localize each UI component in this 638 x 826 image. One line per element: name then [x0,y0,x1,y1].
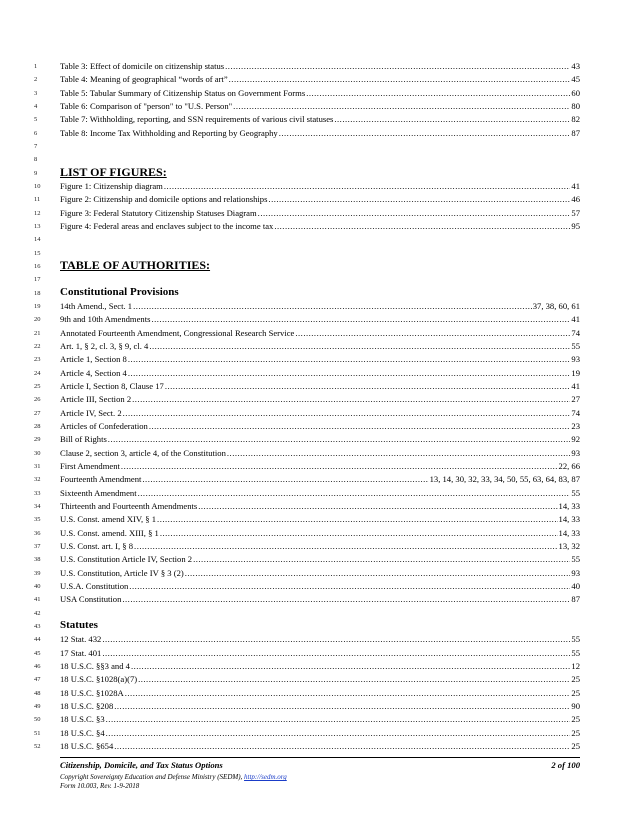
line-number: 50 [34,716,41,724]
footer-copyright [60,773,287,782]
dot-leader [131,661,570,672]
toc-entry-title: 18 U.S.C. §654 [60,740,114,751]
toc-entry[interactable] [60,354,580,365]
toc-entry-title: Table 7: Withholding, reporting, and SSN requirements of various civil statuses [60,114,334,125]
toc-entry-title: 18 U.S.C. §3 [60,714,105,725]
toc-entry[interactable] [60,488,580,499]
line-number: 36 [34,529,41,537]
toc-entry-title: 17 Stat. 401 [60,647,102,658]
toc-entry-page: 45 [571,74,580,85]
line-number: 39 [34,569,41,577]
line-number: 13 [34,222,41,230]
toc-entry-title: Figure 2: Citizenship and domicile options and relationships [60,194,268,205]
toc-entry-page: 92 [571,434,580,445]
dot-leader [134,541,557,552]
toc-entry[interactable] [60,528,580,539]
line-number: 29 [34,436,41,444]
toc-entry-title: 18 U.S.C. §208 [60,700,114,711]
line-number: 28 [34,422,41,430]
line-number: 23 [34,356,41,364]
dot-leader [165,381,571,392]
dot-leader [114,701,570,712]
toc-entry-page: 74 [571,327,580,338]
line-number: 6 [34,129,38,137]
toc-entry-title: Thirteenth and Fourteenth Amendments [60,500,198,511]
toc-entry-page: 41 [571,314,580,325]
toc-entry-title: 18 U.S.C. §1028(a)(7) [60,674,138,685]
dot-leader [128,368,571,379]
toc-entry-page: 43 [571,61,580,71]
line-number: 26 [34,396,41,404]
toc-entry[interactable] [60,701,580,712]
toc-entry[interactable] [60,394,580,405]
toc-entry-page: 25 [571,740,580,751]
toc-entry[interactable] [60,61,580,72]
dot-leader [114,741,570,752]
toc-entry-page: 41 [571,180,580,191]
toc-entry-page: 25 [571,687,580,698]
toc-entry[interactable] [60,741,580,752]
toc-entry-title: U.S. Constitution, Article IV § 3 (2) [60,567,184,578]
toc-entry-title: Articles of Confederation [60,420,148,431]
line-number: 9 [34,169,38,177]
toc-entry-page: 55 [571,647,580,658]
line-number: 42 [34,609,41,617]
toc-entry[interactable] [60,448,580,459]
dot-leader [198,501,557,512]
footer-title-bar [60,760,580,771]
dot-leader [125,688,571,699]
line-number: 25 [34,382,41,390]
toc-entry-page: 55 [571,554,580,565]
toc-entry[interactable] [60,474,580,485]
toc-entry[interactable] [60,194,580,205]
dot-leader [102,648,570,659]
section-heading: LIST OF FIGURES: [60,164,167,179]
toc-entry-title: Article I, Section 8, Clause 17 [60,380,164,391]
dot-leader [225,61,570,72]
toc-entry-page: 41 [571,380,580,391]
line-number: 48 [34,689,41,697]
toc-entry[interactable] [60,88,580,99]
toc-entry[interactable] [60,341,580,352]
toc-entry-title: Table 8: Income Tax Withholding and Reporting by Geography [60,127,278,138]
toc-entry-title: First Amendment [60,460,120,471]
toc-entry[interactable] [60,221,580,232]
toc-entry-title: Figure 3: Federal Statutory Citizenship Statuses Diagram [60,207,257,218]
dot-leader [229,74,571,85]
footer-rule [60,757,580,758]
toc-entry[interactable] [60,594,580,605]
line-number: 49 [34,702,41,710]
dot-leader [151,314,570,325]
line-number: 18 [34,289,41,297]
dot-leader [185,568,571,579]
subsection-heading: Statutes [60,618,98,631]
dot-leader [306,88,570,99]
toc-entry-title: U.S.A. Constitution [60,580,129,591]
line-number: 7 [34,142,38,150]
toc-entry-title: 18 U.S.C. §4 [60,727,105,738]
toc-entry-title: U.S. Const. amend. XIII, § 1 [60,527,159,538]
toc-entry-page: 80 [571,100,580,111]
toc-entry[interactable] [60,688,580,699]
toc-entry-page: 82 [571,114,580,125]
toc-entry-title: 14th Amend., Sect. 1 [60,300,133,311]
toc-entry[interactable] [60,208,580,219]
line-number: 44 [34,636,41,644]
toc-entry-page: 25 [571,714,580,725]
toc-entry-title: Table 6: Comparison of "person" to "U.S. Person" [60,100,233,111]
toc-entry-title: Sixteenth Amendment [60,487,137,498]
toc-entry-page: 25 [571,674,580,685]
toc-entry-title: U.S. Const. amend XIV, § 1 [60,514,157,525]
toc-entry-title: Article 4, Section 4 [60,367,127,378]
line-number: 31 [34,462,41,470]
toc-entry-page: 12 [571,660,580,671]
dot-leader [164,181,571,192]
toc-entry-title: USA Constitution [60,594,122,605]
line-number: 11 [34,196,41,204]
toc-entry-title: U.S. Constitution Article IV, Section 2 [60,554,193,565]
toc-entry[interactable] [60,568,580,579]
dot-leader [157,514,557,525]
toc-entry-page: 13, 14, 30, 32, 33, 34, 50, 55, 63, 64, 83, 87 [429,474,580,485]
dot-leader [268,194,570,205]
toc-entry[interactable] [60,434,580,445]
toc-entry-title: 18 U.S.C. §§3 and 4 [60,660,130,671]
toc-entry[interactable] [60,381,580,392]
toc-entry-title: Article 1, Section 8 [60,354,127,365]
line-number: 24 [34,369,41,377]
dot-leader [123,408,571,419]
line-number: 35 [34,516,41,524]
toc-entry-title: Art. 1, § 2, cl. 3, § 9, cl. 4 [60,340,149,351]
toc-entry-title: Fourteenth Amendment [60,474,142,485]
line-number: 21 [34,329,41,337]
toc-entry-page: 13, 32 [558,540,580,551]
dot-leader [334,114,570,125]
footer-form-number: Form 10.003, Rev. 1-9-2018 [60,782,140,790]
toc-entry-page: 46 [571,194,580,205]
toc-entry[interactable] [60,461,580,472]
toc-entry[interactable] [60,514,580,525]
toc-entry-page: 19 [571,367,580,378]
toc-entry[interactable] [60,408,580,419]
toc-entry-page: 22, 66 [558,460,580,471]
toc-entry-page: 14, 33 [558,514,580,525]
line-number: 20 [34,316,41,324]
toc-entry-page: 93 [571,447,580,458]
dot-leader [142,474,428,485]
line-number: 43 [34,622,41,630]
toc-entry-page: 55 [571,340,580,351]
toc-entry-title: Clause 2, section 3, article 4, of the Constitution [60,447,226,458]
toc-entry[interactable] [60,74,580,85]
toc-entry-title: Figure 1: Citizenship diagram [60,180,163,191]
line-number: 32 [34,476,41,484]
line-number: 41 [34,596,41,604]
line-number: 22 [34,342,41,350]
dot-leader [132,394,570,405]
dot-leader [274,221,570,232]
line-number: 38 [34,556,41,564]
dot-leader [121,461,558,472]
toc-entry-page: 90 [571,700,580,711]
line-number: 30 [34,449,41,457]
toc-entry-page: 87 [571,594,580,605]
toc-entry-title: U.S. Const. art. I, § 8 [60,540,134,551]
toc-entry[interactable] [60,301,580,312]
dot-leader [193,554,570,565]
toc-entry[interactable] [60,714,580,725]
dot-leader [279,128,571,139]
toc-entry-title: Table 5: Tabular Summary of Citizenship Status on Government Forms [60,87,306,98]
toc-entry-page: 55 [571,487,580,498]
dot-leader [128,354,571,365]
toc-entry[interactable] [60,648,580,659]
toc-entry-page: 93 [571,567,580,578]
toc-entry-page: 57 [571,207,580,218]
toc-entry-page: 55 [571,634,580,645]
toc-entry[interactable] [60,541,580,552]
footer-copyright-link[interactable]: http://sedm.org [244,773,287,781]
toc-entry-title: Table 4: Meaning of geographical “words of art” [60,74,228,85]
toc-entry-title: Annotated Fourteenth Amendment, Congressional Research Service [60,327,295,338]
toc-entry-page: 23 [571,420,580,431]
dot-leader [133,301,532,312]
section-heading: TABLE OF AUTHORITIES: [60,257,211,272]
dot-leader [233,101,570,112]
toc-entry[interactable] [60,114,580,125]
toc-entry-page: 37, 38, 60, 61 [532,300,580,311]
toc-entry[interactable] [60,634,580,645]
toc-entry[interactable] [60,314,580,325]
toc-entry-page: 27 [571,394,580,405]
dot-leader [149,421,571,432]
toc-entry-page: 74 [571,407,580,418]
dot-leader [122,594,570,605]
footer-copyright-text: Copyright Sovereignty Education and Defense Ministry (SEDM), [60,773,245,781]
dot-leader [102,634,570,645]
dot-leader [108,434,571,445]
line-number: 2 [34,76,38,84]
dot-leader [138,488,571,499]
toc-entry[interactable] [60,181,580,192]
line-number: 5 [34,116,38,124]
toc-entry-title: Figure 4: Federal areas and enclaves subject to the income tax [60,220,274,231]
toc-entry-page: 87 [571,127,580,138]
line-number: 40 [34,582,41,590]
dot-leader [106,714,571,725]
footer-document-title: Citizenship, Domicile, and Tax Status Options [60,760,223,770]
toc-entry[interactable] [60,421,580,432]
line-number: 34 [34,502,41,510]
subsection-heading: Constitutional Provisions [60,285,179,298]
dot-leader [160,528,558,539]
dot-leader [258,208,571,219]
toc-entry[interactable] [60,328,580,339]
line-number: 12 [34,209,41,217]
toc-entry[interactable] [60,101,580,112]
line-number: 10 [34,182,41,190]
line-number: 37 [34,542,41,550]
toc-entry-title: Table 3: Effect of domicile on citizenship status [60,61,225,71]
toc-entry-page: 25 [571,727,580,738]
line-number: 1 [34,63,38,70]
toc-entry[interactable] [60,674,580,685]
line-number: 47 [34,676,41,684]
line-number: 4 [34,102,38,110]
dot-leader [129,581,570,592]
toc-entry-title: Article III, Section 2 [60,394,132,405]
toc-entry-page: 93 [571,354,580,365]
dot-leader [106,728,571,739]
toc-entry[interactable] [60,554,580,565]
toc-entry-title: 12 Stat. 432 [60,634,102,645]
footer-page-number: 2 of 100 [551,760,580,770]
toc-entry[interactable] [60,128,580,139]
line-number: 46 [34,662,41,670]
dot-leader [138,674,570,685]
line-number: 17 [34,276,41,284]
toc-entry-page: 40 [571,580,580,591]
line-number: 33 [34,489,41,497]
dot-leader [149,341,570,352]
toc-entry-title: Bill of Rights [60,434,107,445]
toc-entry[interactable] [60,581,580,592]
toc-entry-page: 95 [571,220,580,231]
line-number: 15 [34,249,41,257]
line-number: 51 [34,729,41,737]
dot-leader [295,328,570,339]
toc-entry[interactable] [60,728,580,739]
toc-entry[interactable] [60,368,580,379]
toc-entry-page: 14, 33 [558,527,580,538]
line-number: 14 [34,236,41,244]
line-number: 52 [34,742,41,750]
dot-leader [227,448,571,459]
toc-entry-title: Article IV, Sect. 2 [60,407,122,418]
line-number: 27 [34,409,41,417]
line-number: 8 [34,156,38,164]
toc-entry[interactable] [60,661,580,672]
toc-entry[interactable] [60,501,580,512]
toc-entry-page: 14, 33 [558,500,580,511]
toc-entry-title: 9th and 10th Amendments [60,314,151,325]
line-number: 16 [34,262,41,270]
line-number: 45 [34,649,41,657]
toc-entry-title: 18 U.S.C. §1028A [60,687,124,698]
toc-entry-page: 60 [571,87,580,98]
line-number: 3 [34,89,38,97]
line-number: 19 [34,302,41,310]
